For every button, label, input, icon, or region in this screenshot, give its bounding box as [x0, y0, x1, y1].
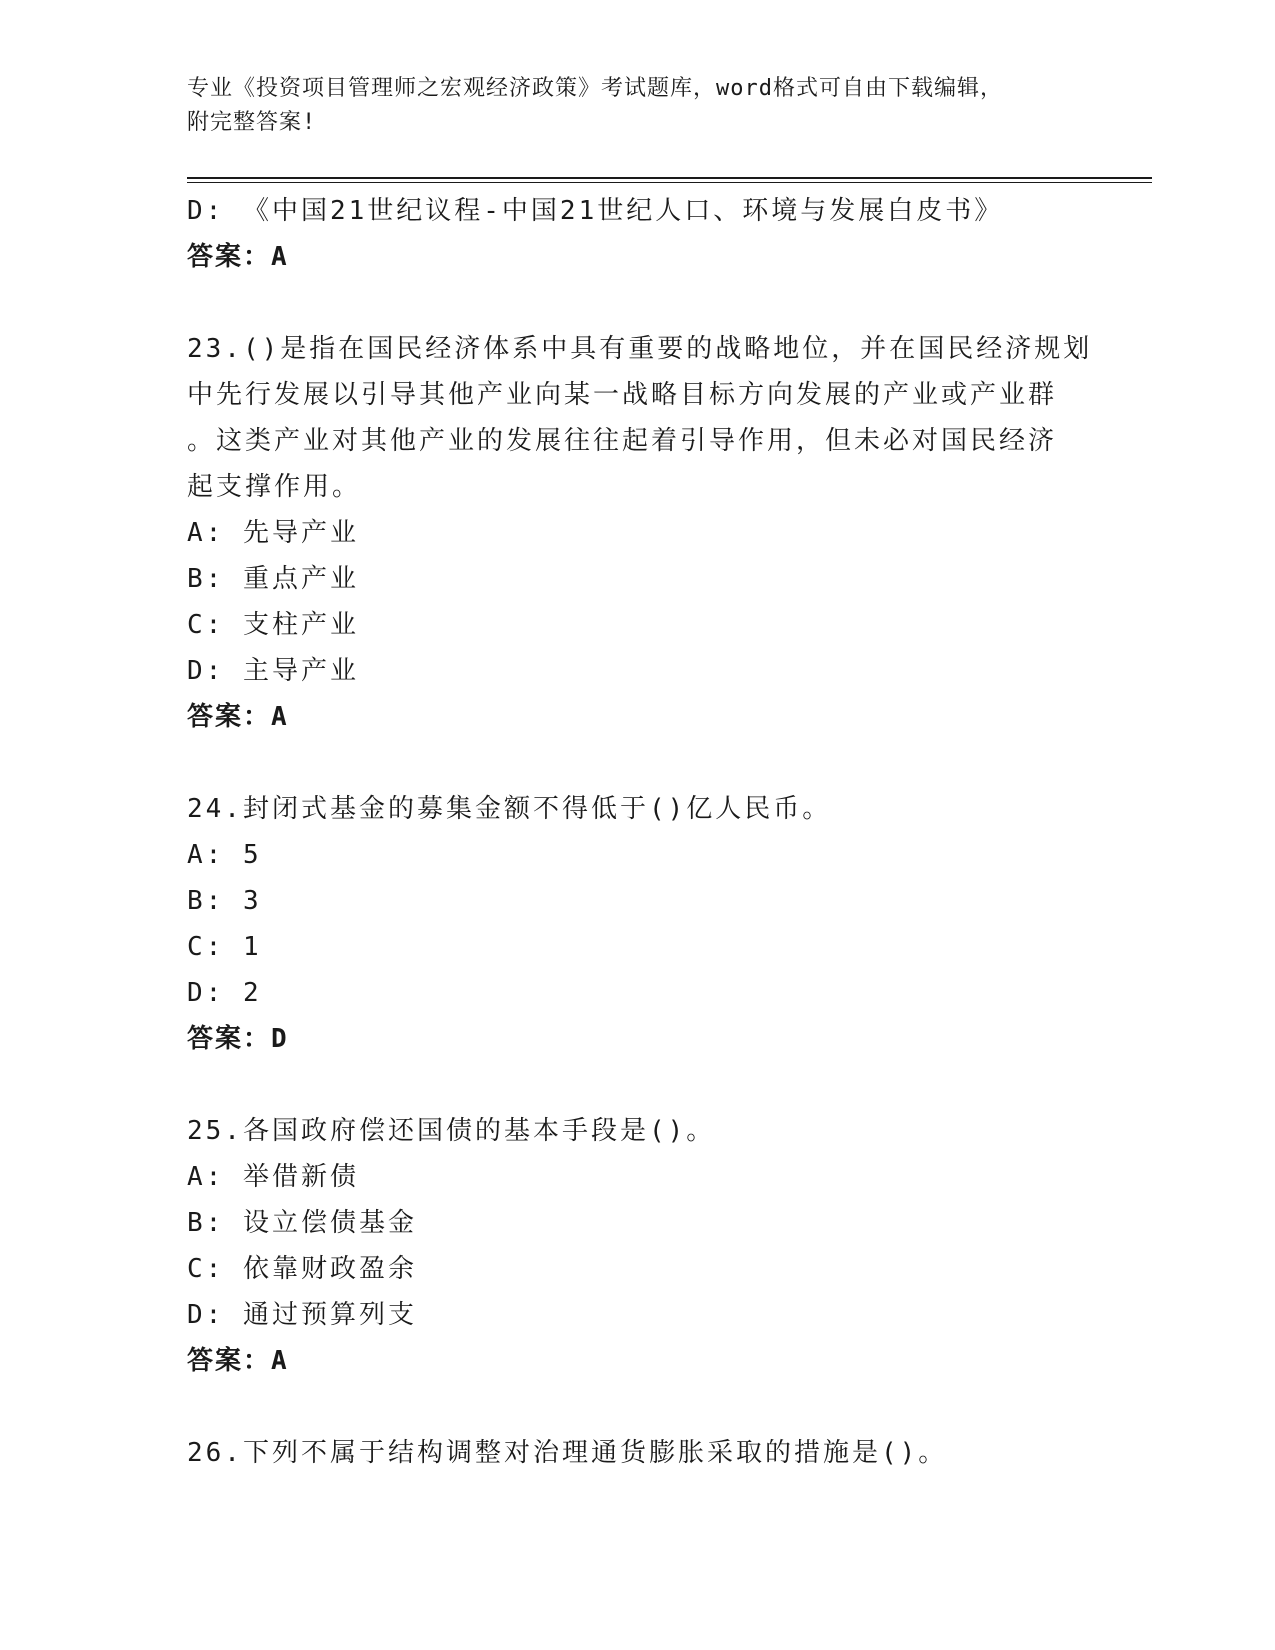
answer-line: 答案：A — [187, 1346, 289, 1376]
option-c: C: 1 — [187, 932, 262, 962]
question-25 — [187, 1108, 1087, 1384]
option-c: C: 依靠财政盈余 — [187, 1254, 417, 1284]
spacer — [187, 740, 1087, 786]
header-subtitle-line: 附完整答案! — [187, 110, 317, 135]
option-b: B: 设立偿债基金 — [187, 1208, 417, 1238]
question-23 — [187, 326, 1093, 740]
option-a: A: 5 — [187, 840, 262, 870]
spacer — [187, 1062, 1087, 1108]
option-d: D: 通过预算列支 — [187, 1300, 417, 1330]
document-header — [187, 72, 1087, 140]
header-divider-thin — [187, 182, 1152, 183]
spacer — [187, 280, 1087, 326]
header-title-line: 专业《投资项目管理师之宏观经济政策》考试题库，word格式可自由下载编辑， — [187, 76, 1003, 101]
question-stem-line: 23.()是指在国民经济体系中具有重要的战略地位，并在国民经济规划 — [187, 334, 1093, 364]
option-d: D: 主导产业 — [187, 656, 359, 686]
option-d: D: 2 — [187, 978, 262, 1008]
option-b: B: 3 — [187, 886, 262, 916]
question-24 — [187, 786, 1087, 1062]
option-a: A: 举借新债 — [187, 1162, 359, 1192]
question-stem-line: 25.各国政府偿还国债的基本手段是()。 — [187, 1116, 716, 1146]
question-stem-line: 中先行发展以引导其他产业向某一战略目标方向发展的产业或产业群 — [187, 380, 1058, 410]
question-26 — [187, 1430, 1087, 1476]
answer-line: 答案：A — [187, 242, 289, 272]
spacer — [187, 1384, 1087, 1430]
question-stem-line: 24.封闭式基金的募集金额不得低于()亿人民币。 — [187, 794, 832, 824]
option-c: C: 支柱产业 — [187, 610, 359, 640]
option-b: B: 重点产业 — [187, 564, 359, 594]
question-list — [187, 188, 1093, 1476]
header-divider-thick — [187, 177, 1152, 179]
question-stem-line: 。这类产业对其他产业的发展往往起着引导作用，但未必对国民经济 — [187, 426, 1058, 456]
option-d: D: 《中国21世纪议程-中国21世纪人口、环境与发展白皮书》 — [187, 196, 1004, 226]
answer-line: 答案：D — [187, 1024, 289, 1054]
question-stem-line: 起支撑作用。 — [187, 472, 362, 502]
question-stem-line: 26.下列不属于结构调整对治理通货膨胀采取的措施是()。 — [187, 1438, 948, 1468]
answer-line: 答案：A — [187, 702, 289, 732]
option-a: A: 先导产业 — [187, 518, 359, 548]
